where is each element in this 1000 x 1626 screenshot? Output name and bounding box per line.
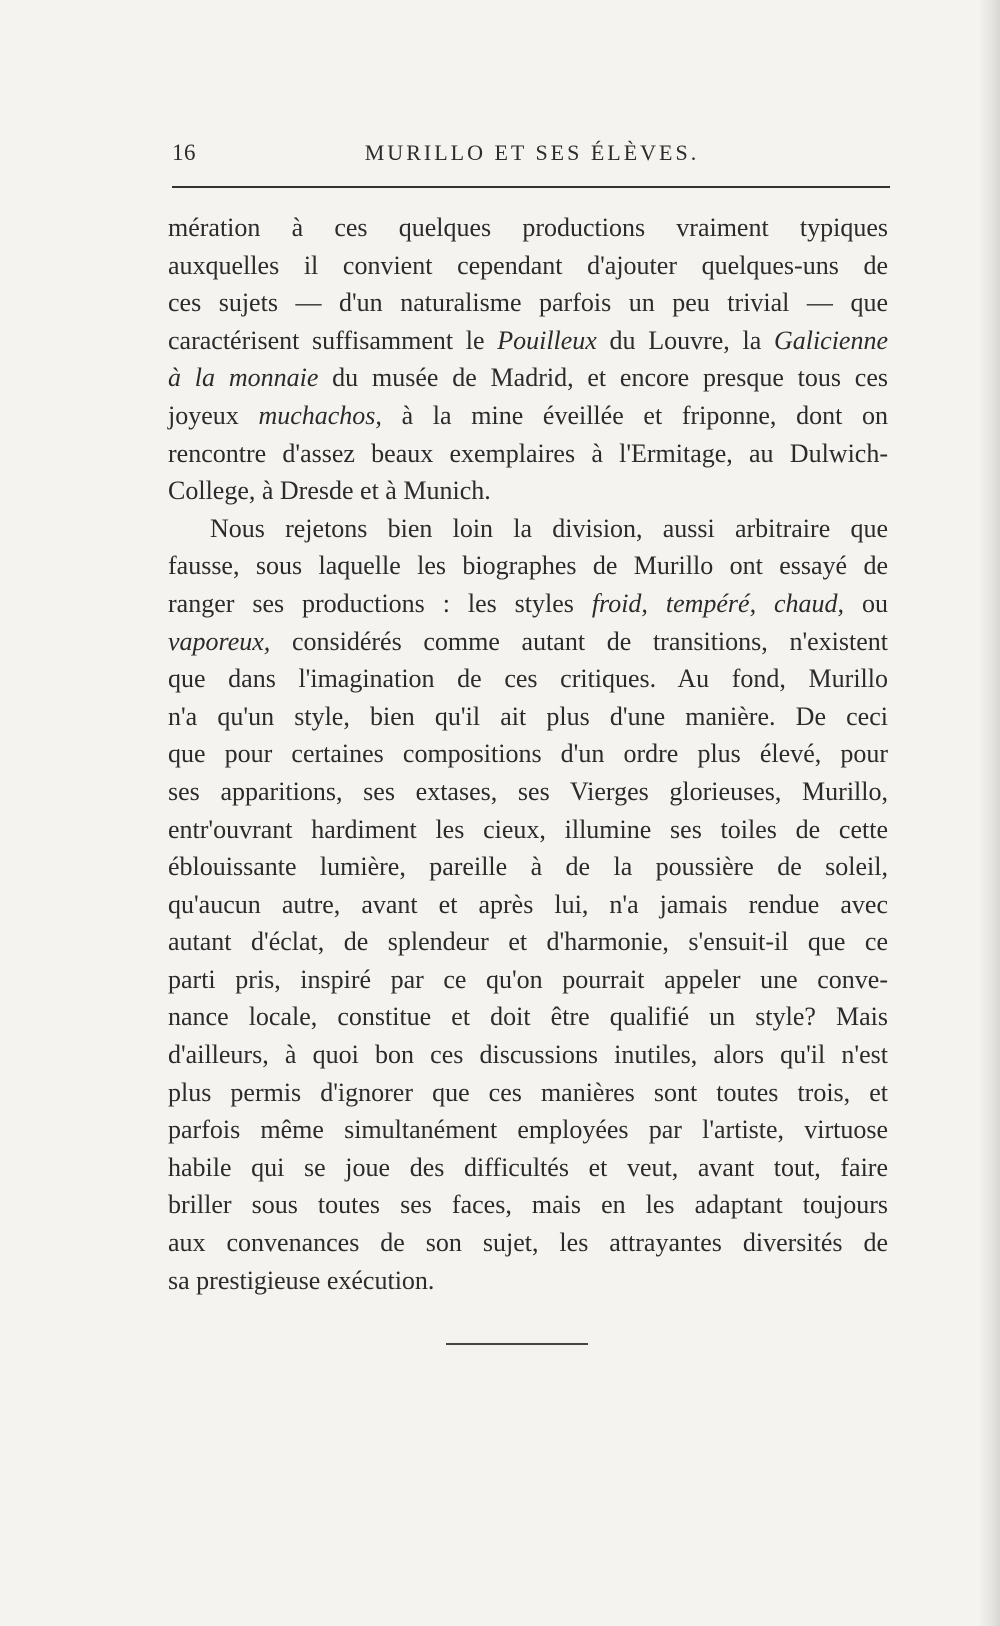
- text-line: habile qui se joue des difficultés et veut, avant tout, faire: [168, 1152, 888, 1182]
- text-line: [168, 623, 888, 661]
- text-segment: considérés comme autant de transitions, n'existent: [270, 626, 888, 656]
- text-line: autant d'éclat, de splendeur et d'harmonie, s'ensuit-il que ce: [168, 927, 888, 957]
- text-line: nance locale, constitue et doit être qualifié un style? Mais: [168, 1002, 888, 1032]
- text-line: que dans l'imagination de ces critiques. Au fond, Murillo: [168, 664, 888, 694]
- end-rule: [446, 1343, 588, 1345]
- text-line: [168, 397, 888, 435]
- text-line: éblouissante lumière, pareille à de la poussière de soleil,: [168, 852, 888, 882]
- text-line: ces sujets — d'un naturalisme parfois un peu trivial — que: [168, 288, 888, 318]
- paragraph-2: [168, 510, 888, 1299]
- running-title: MURILLO ET SES ÉLÈVES.: [364, 140, 700, 165]
- page-number: 16: [172, 140, 196, 165]
- text-segment: du musée de Madrid, et encore presque tous ces: [318, 363, 889, 393]
- paragraph-1: [168, 209, 888, 510]
- text-line: plus permis d'ignorer que ces manières sont toutes trois, et: [168, 1077, 888, 1107]
- italic-title: Pouilleux: [497, 325, 597, 355]
- text-line: [168, 322, 888, 360]
- text-line: sa prestigieuse exécution.: [168, 1265, 435, 1295]
- text-segment: joyeux: [168, 400, 259, 430]
- italic-title: muchachos,: [258, 400, 382, 430]
- body-text: [168, 209, 888, 1299]
- text-line: briller sous toutes ses faces, mais en les adaptant toujours: [168, 1190, 888, 1220]
- text-line: parfois même simultanément employées par l'artiste, virtuose: [168, 1115, 888, 1145]
- italic-title: à la monnaie: [168, 363, 319, 393]
- italic-term: froid, tempéré, chaud,: [591, 588, 845, 618]
- italic-term: vaporeux,: [168, 626, 271, 656]
- text-line: parti pris, inspiré par ce qu'on pourrait appeler une conve-: [168, 964, 888, 994]
- text-line: rencontre d'assez beaux exemplaires à l'Ermitage, au Dulwich-: [168, 438, 888, 468]
- text-line: ses apparitions, ses extases, ses Vierges glorieuses, Murillo,: [168, 776, 888, 806]
- text-line: que pour certaines compositions d'un ordre plus élevé, pour: [168, 739, 888, 769]
- header-rule: [172, 186, 890, 188]
- text-line: [168, 585, 888, 623]
- text-line: n'a qu'un style, bien qu'il ait plus d'une manière. De ceci: [168, 701, 888, 731]
- text-line: fausse, sous laquelle les biographes de Murillo ont essayé de: [168, 551, 888, 581]
- text-segment: ranger ses productions : les styles: [168, 588, 592, 618]
- page-edge-shadow: [978, 0, 1000, 1626]
- italic-title: Galicienne: [773, 325, 889, 355]
- text-line: qu'aucun autre, avant et après lui, n'a jamais rendue avec: [168, 889, 888, 919]
- text-line: d'ailleurs, à quoi bon ces discussions inutiles, alors qu'il n'est: [168, 1040, 888, 1070]
- text-line: mération à ces quelques productions vraiment typiques: [168, 213, 888, 242]
- text-line: auxquelles il convient cependant d'ajouter quelques-uns de: [168, 250, 888, 280]
- text-line: [168, 359, 888, 397]
- text-segment: à la mine éveillée et friponne, dont on: [381, 400, 888, 430]
- text-segment: ou: [844, 588, 888, 618]
- text-line: aux convenances de son sujet, les attrayantes diversités de: [168, 1228, 888, 1258]
- text-line: College, à Dresde et à Munich.: [168, 476, 491, 506]
- text-segment: du Louvre, la: [596, 325, 774, 355]
- text-segment: caractérisent suffisamment le: [168, 325, 498, 355]
- text-line: Nous rejetons bien loin la division, aussi arbitraire que: [210, 513, 888, 543]
- text-line: entr'ouvrant hardiment les cieux, illumine ses toiles de cette: [168, 814, 888, 844]
- page-header: [172, 134, 892, 174]
